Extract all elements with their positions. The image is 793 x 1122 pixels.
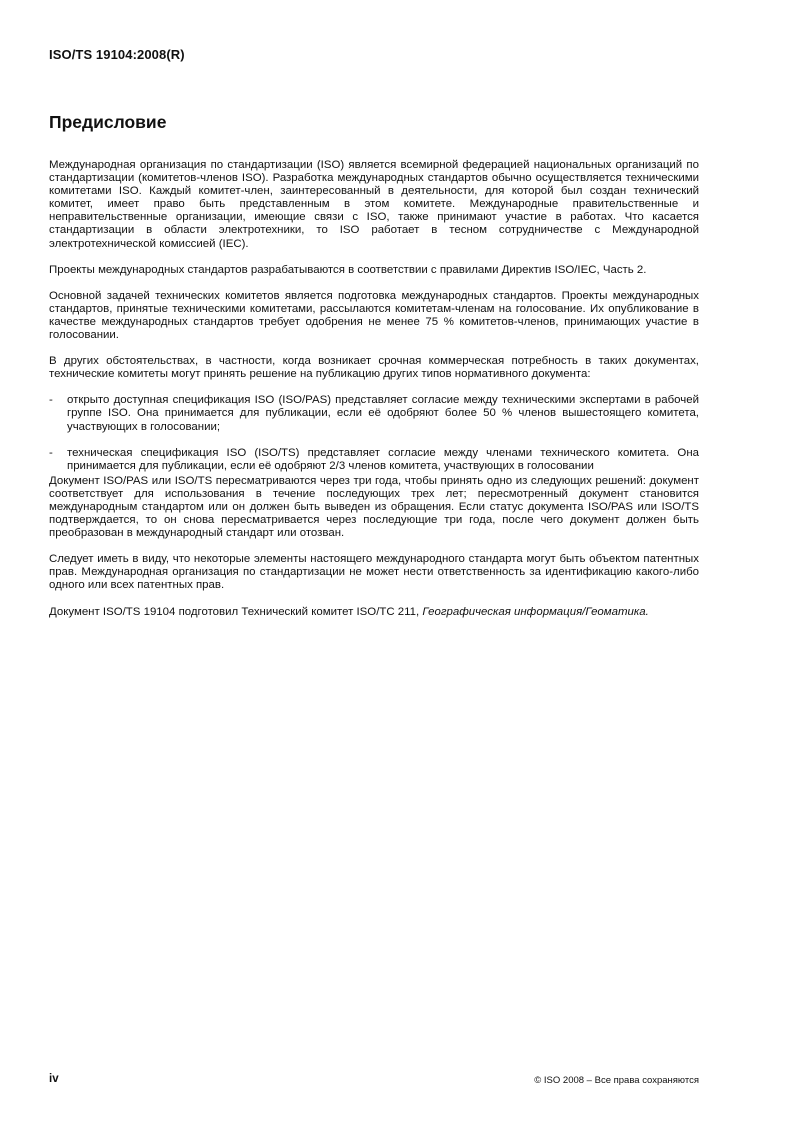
prepared-by-text: Документ ISO/TS 19104 подготовил Технический комитет ISO/TC 211, bbox=[49, 605, 423, 618]
document-id-header: ISO/TS 19104:2008(R) bbox=[49, 47, 185, 62]
list-item-text: техническая спецификация ISO (ISO/TS) представляет согласие между членами технического комитета. Она принимается для публикации, если её одобряют 2/3 членов комитета, участвующих в голосовании bbox=[67, 446, 699, 472]
list-marker: - bbox=[49, 394, 53, 407]
paragraph-committees-task: Основной задачей технических комитетов является подготовка международных стандартов. Проекты международных стандартов, принятые техническими комитетами, рассылаются комитетам-членам на голосование. Их опубликование в качестве международных стандартов требует одобрения не менее 75 % комитетов-членов, принимающих участие в голосовании. bbox=[49, 289, 699, 342]
paragraph-iso-intro: Международная организация по стандартизации (ISO) является всемирной федерацией национальных организаций по стандартизации (комитетов-членов ISO). Разработка международных стандартов обычно осуществляется техническими комитетами ISO. Каждый комитет-член, заинтересованный в деятельности, для которой был создан технический комитет, имеет право быть представленным в этом комитете. Международные правительственные и неправительственные организации, имеющие связи с ISO, также принимают участие в работах. Что касается стандартизации в области электротехники, то ISO работает в тесном сотрудничестве с Международной электротехнической комиссией (IEC). bbox=[49, 159, 699, 250]
list-marker: - bbox=[49, 446, 53, 459]
paragraph-other-documents: В других обстоятельствах, в частности, когда возникает срочная коммерческая потребность в таких документах, технические комитеты могут принять решение на публикацию других типов нормативного документа: bbox=[49, 355, 699, 381]
page-number: iv bbox=[49, 1073, 59, 1085]
paragraph-iso-directives: Проекты международных стандартов разрабатываются в соответствии с правилами Директив ISO/IEC, Часть 2. bbox=[49, 263, 647, 276]
list-item-text: открыто доступная спецификация ISO (ISO/PAS) представляет согласие между техническими экспертами в рабочей группе ISO. Она принимается для публикации, если её одобряют более 50 % членов вышестоящего комитета, участвующих в голосовании; bbox=[67, 394, 699, 433]
page-title: Предисловие bbox=[49, 112, 167, 132]
list-item-iso-ts bbox=[49, 447, 699, 473]
list-item-iso-pas bbox=[49, 394, 699, 433]
paragraph-review: Документ ISO/PAS или ISO/TS пересматриваются через три года, чтобы принять одно из следующих решений: документ соответствует для использования в течение последующих трех лет; пересмотренный документ становится международным стандартом или он должен быть выведен из обращения. Если статус документа ISO/PAS или ISO/TS подтверждается, то он снова пересматривается через последующие три года, после чего документ должен быть преобразован в международный стандарт или отозван. bbox=[49, 474, 699, 540]
paragraph-prepared-by bbox=[49, 606, 699, 619]
copyright-notice: © ISO 2008 – Все права сохраняются bbox=[534, 1075, 699, 1086]
paragraph-patents: Следует иметь в виду, что некоторые элементы настоящего международного стандарта могут быть объектом патентных прав. Международная организация по стандартизации не может нести ответственность за идентификацию какого-либо одного или всех патентных прав. bbox=[49, 553, 699, 592]
committee-subject: Географическая информация/Геоматика. bbox=[422, 605, 649, 618]
foreword-body bbox=[49, 159, 699, 632]
